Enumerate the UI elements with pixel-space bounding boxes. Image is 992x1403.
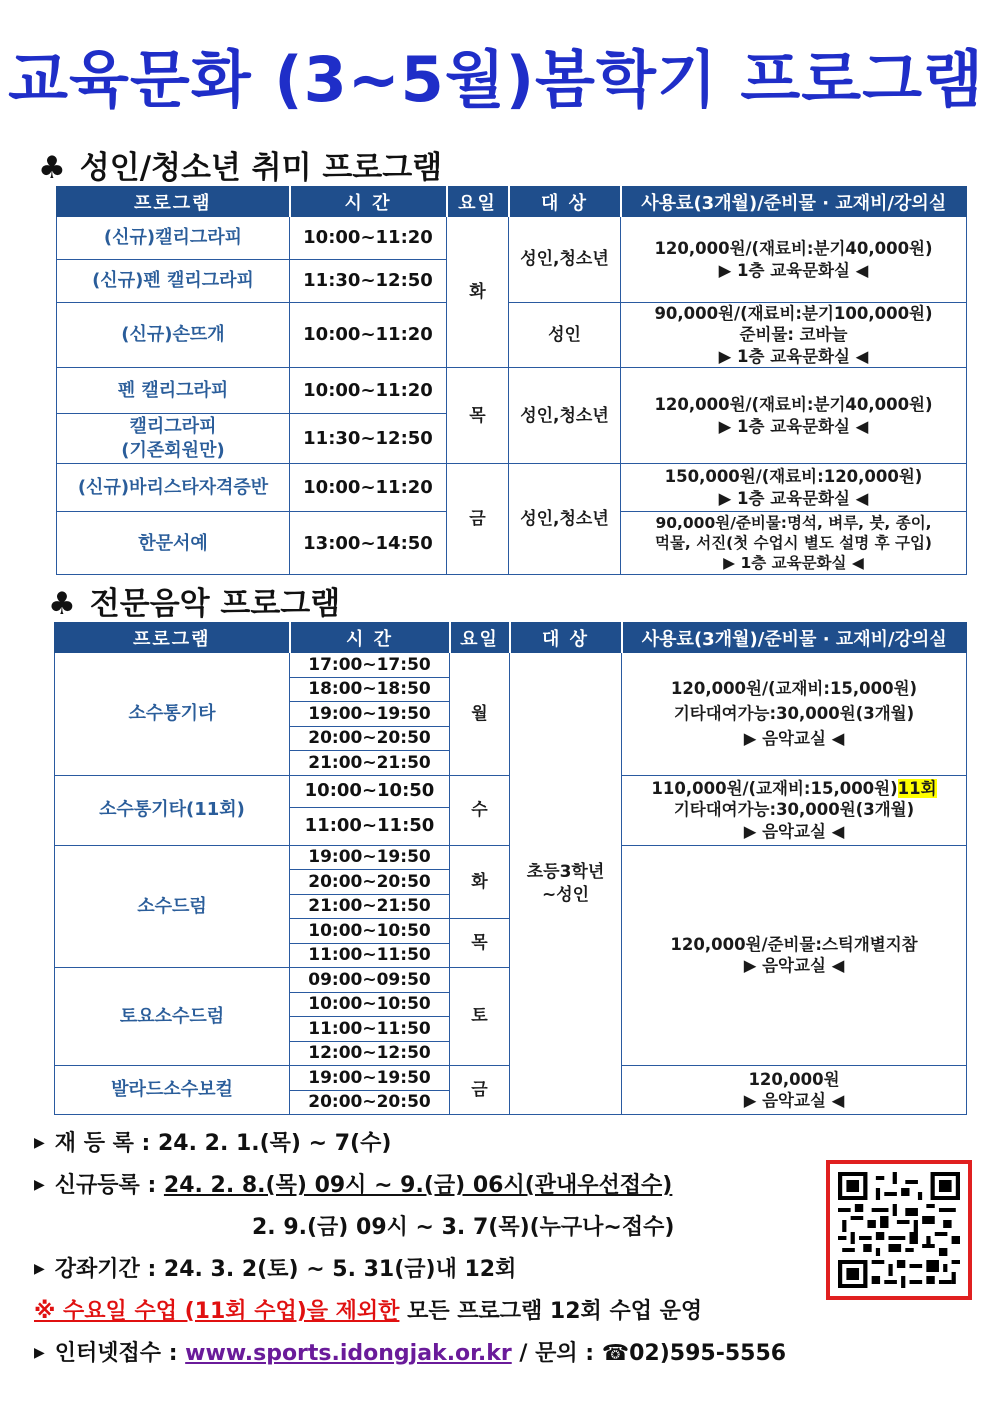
website-link[interactable]: www.sports.idongjak.or.kr <box>185 1341 512 1366</box>
target-cell: 성인,청소년 <box>509 368 621 464</box>
program-cell: (신규)캘리그라피 <box>57 217 290 260</box>
time-cell: 10:00~10:50 <box>290 775 450 807</box>
course-period-line <box>34 1252 516 1283</box>
section-title-text: 전문음악 프로그램 <box>89 586 341 622</box>
wednesday-note: ※ 수요일 수업 (11회 수업)을 제외한 <box>34 1299 400 1324</box>
fee-line: 120,000원/(교재비:15,000원) <box>670 678 918 698</box>
reregistration-date: 24. 2. 1.(목) ~ 7(수) <box>158 1131 392 1156</box>
contact-phone: / 문의 : ☎02)595-5556 <box>511 1341 787 1366</box>
target-cell: 성인,청소년 <box>509 217 621 303</box>
qr-code[interactable] <box>826 1160 972 1300</box>
music-program-table <box>54 622 967 1115</box>
day-cell: 화 <box>447 217 509 368</box>
arrow-right-icon: ▶ <box>34 1135 45 1151</box>
club-icon: ♣ <box>48 586 76 622</box>
fee-cell: 150,000원/(재료비:120,000원) ▶ 1층 교육문화실 ◀ <box>621 464 967 512</box>
time-cell: 17:00~17:50 <box>290 653 450 678</box>
course-period: 강좌기간 : 24. 3. 2(토) ~ 5. 31(금)내 12회 <box>54 1257 517 1282</box>
program-cell: 소수통기타(11회) <box>55 775 290 845</box>
fee-line: 기타대여가능:30,000원(3개월) <box>673 704 915 724</box>
program-cell: 소수통기타 <box>55 653 290 776</box>
new-registration-date: 24. 2. 8.(목) 09시 ~ 9.(금) 06시(관내우선접수) <box>163 1173 673 1198</box>
time-cell: 10:00~11:20 <box>290 217 447 260</box>
fee-cell: 120,000원/준비물:스틱개별지참 ▶ 음악교실 ◀ <box>622 845 967 1066</box>
target-cell: 성인,청소년 <box>509 464 621 575</box>
arrow-right-icon: ▶ <box>34 1345 45 1361</box>
program-cell: 한문서예 <box>57 512 290 575</box>
header-day: 요일 <box>447 187 509 217</box>
club-icon: ♣ <box>38 150 66 186</box>
header-program: 프로그램 <box>55 623 290 653</box>
time-cell: 11:00~11:50 <box>290 943 450 968</box>
day-cell: 목 <box>447 368 509 464</box>
fee-cell: 120,000원/(재료비:분기40,000원) ▶ 1층 교육문화실 ◀ <box>621 368 967 464</box>
time-cell: 19:00~19:50 <box>290 702 450 727</box>
time-cell: 09:00~09:50 <box>290 968 450 993</box>
page-title: 교육문화 (3~5월)봄학기 프로그램 <box>8 43 984 116</box>
time-cell: 11:30~12:50 <box>290 414 447 464</box>
header-target: 대 상 <box>509 187 621 217</box>
time-cell: 10:00~11:20 <box>290 303 447 368</box>
program-cell: (신규)손뜨개 <box>57 303 290 368</box>
header-day: 요일 <box>450 623 510 653</box>
qr-code-icon <box>838 1172 960 1288</box>
fee-cell: 90,000원/준비물:명석, 벼루, 붓, 종이, 먹물, 서진(첫 수업시 별도 설명 후 구입) ▶ 1층 교육문화실 ◀ <box>621 512 967 575</box>
target-cell: 성인 <box>509 303 621 368</box>
fee-line: 기타대여가능:30,000원(3개월) ▶ 음악교실 ◀ <box>673 800 915 841</box>
fee-cell: 120,000원 ▶ 음악교실 ◀ <box>622 1066 967 1115</box>
header-fee: 사용료(3개월)/준비물 · 교재비/강의실 <box>622 623 967 653</box>
day-cell: 화 <box>450 845 510 919</box>
time-cell: 21:00~21:50 <box>290 751 450 776</box>
fee-cell <box>622 653 967 776</box>
fee-cell <box>622 775 967 845</box>
program-cell: 캘리그라피 (기존회원만) <box>57 414 290 464</box>
time-cell: 11:30~12:50 <box>290 260 447 303</box>
time-cell: 10:00~11:20 <box>290 464 447 512</box>
target-cell: 초등3학년 ~성인 <box>510 653 622 1115</box>
fee-line: 110,000원/(교재비:15,000원) <box>651 778 898 798</box>
new-registration-line <box>34 1168 672 1199</box>
header-target: 대 상 <box>510 623 622 653</box>
arrow-right-icon: ▶ <box>34 1261 45 1277</box>
program-cell: (신규)바리스타자격증반 <box>57 464 290 512</box>
reregistration-label: 재 등 록 : <box>54 1131 151 1156</box>
program-cell: 펜 캘리그라피 <box>57 368 290 414</box>
fee-line: ▶ 음악교실 ◀ <box>743 729 845 749</box>
new-registration-label: 신규등록 : <box>54 1173 157 1198</box>
internet-label: 인터넷접수 : <box>54 1341 178 1366</box>
time-cell: 10:00~10:50 <box>290 992 450 1017</box>
time-cell: 11:00~11:50 <box>290 1017 450 1042</box>
note-rest: 모든 프로그램 12회 수업 운영 <box>399 1299 703 1324</box>
section-title-hobby <box>38 142 442 187</box>
fee-cell: 120,000원/(재료비:분기40,000원) ▶ 1층 교육문화실 ◀ <box>621 217 967 303</box>
time-cell: 13:00~14:50 <box>290 512 447 575</box>
time-cell: 10:00~11:20 <box>290 368 447 414</box>
header-fee: 사용료(3개월)/준비물 · 교재비/강의실 <box>621 187 967 217</box>
day-cell: 수 <box>450 775 510 845</box>
note-line <box>34 1294 702 1325</box>
section-title-text: 성인/청소년 취미 프로그램 <box>79 150 443 186</box>
time-cell: 21:00~21:50 <box>290 894 450 919</box>
header-time: 시 간 <box>290 623 450 653</box>
fee-cell: 90,000원/(재료비:분기100,000원) 준비물: 코바늘 ▶ 1층 교육문화실 ◀ <box>621 303 967 368</box>
highlight-badge: 11회 <box>897 778 937 798</box>
time-cell: 20:00~20:50 <box>290 870 450 895</box>
time-cell: 19:00~19:50 <box>290 845 450 870</box>
time-cell: 20:00~20:50 <box>290 726 450 751</box>
section-title-music <box>48 578 340 623</box>
time-cell: 11:00~11:50 <box>290 807 450 845</box>
day-cell: 월 <box>450 653 510 776</box>
day-cell: 목 <box>450 919 510 968</box>
hobby-program-table <box>56 186 967 575</box>
program-cell: 소수드럼 <box>55 845 290 968</box>
program-cell: 토요소수드럼 <box>55 968 290 1066</box>
day-cell: 토 <box>450 968 510 1066</box>
arrow-right-icon: ▶ <box>34 1177 45 1193</box>
day-cell: 금 <box>450 1066 510 1115</box>
day-cell: 금 <box>447 464 509 575</box>
program-cell: (신규)펜 캘리그라피 <box>57 260 290 303</box>
time-cell: 12:00~12:50 <box>290 1041 450 1066</box>
time-cell: 20:00~20:50 <box>290 1090 450 1115</box>
header-time: 시 간 <box>290 187 447 217</box>
reregistration-line <box>34 1126 391 1157</box>
time-cell: 10:00~10:50 <box>290 919 450 944</box>
internet-registration-line <box>34 1336 786 1367</box>
header-program: 프로그램 <box>57 187 290 217</box>
time-cell: 19:00~19:50 <box>290 1066 450 1091</box>
program-cell: 발라드소수보컬 <box>55 1066 290 1115</box>
new-registration-date-2: 2. 9.(금) 09시 ~ 3. 7(목)(누구나~접수) <box>252 1215 675 1240</box>
time-cell: 18:00~18:50 <box>290 677 450 702</box>
